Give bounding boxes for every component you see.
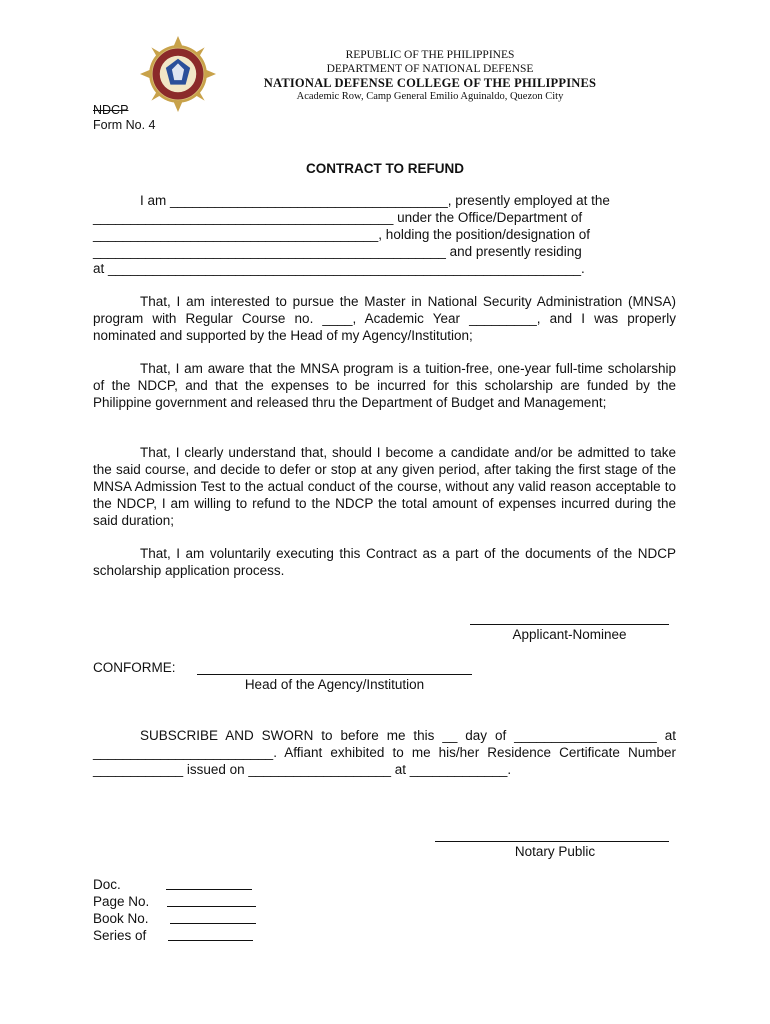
letterhead [230, 48, 630, 104]
paragraph-voluntary: That, I am voluntarily executing this Contract as a part of the documents of the NDCP scholarship application process. [93, 546, 680, 578]
docket-block [93, 876, 163, 944]
docket-row [93, 927, 163, 944]
document-title: CONTRACT TO REFUND [306, 161, 464, 176]
college-name: NATIONAL DEFENSE COLLEGE OF THE PHILIPPINES [263, 76, 597, 90]
intro-paragraph: I am _____________________________________, presently employed at the ________________________________________ under the Office/Department of ______________________________________, holding the position/designation of _______________________________________________ and presently residing at _______________________________________________________________. [93, 193, 610, 276]
docket-blank [167, 906, 256, 907]
applicant-label: Applicant-Nominee [512, 627, 627, 642]
form-number: Form No. 4 [93, 118, 156, 132]
docket-label: Book No. [93, 911, 149, 926]
notary-label: Notary Public [514, 844, 596, 859]
docket-row [93, 876, 163, 893]
docket-blank [168, 940, 253, 941]
college-address: Academic Row, Camp General Emilio Aguinaldo, Quezon City [296, 91, 564, 102]
ndcp-seal-icon [140, 36, 216, 112]
form-ref-line1: NDCP [93, 103, 129, 117]
notary-signature-line [435, 841, 669, 842]
paragraph-awareness: That, I am aware that the MNSA program is a tuition-free, one-year full-time scholarship of the NDCP, and that the expenses to be incurred for this scholarship are funded by the Philippine government and released thru the Department of Budget and Management; [93, 361, 680, 410]
docket-label: Series of [93, 928, 147, 943]
conforme-label: CONFORME: [93, 660, 176, 675]
jurat-paragraph: SUBSCRIBE AND SWORN to before me this __ day of ___________________ at ________________________. Affiant exhibited to me his/her Residence Certificate Number ____________ issued on ___________________ at _____________. [93, 728, 680, 777]
docket-blank [166, 889, 252, 890]
docket-row [93, 893, 163, 910]
docket-blank [170, 923, 256, 924]
conforme-sublabel: Head of the Agency/Institution [244, 677, 425, 692]
docket-label: Doc. [93, 877, 121, 892]
paragraph-interest: That, I am interested to pursue the Master in National Security Administration (MNSA) program with Regular Course no. ____, Academic Year _________, and I was properly nominated and supported by the Head of my Agency/Institution; [93, 294, 680, 343]
applicant-signature-line [470, 624, 669, 625]
paragraph-refund: That, I clearly understand that, should I become a candidate and/or be admitted to take the said course, and decide to defer or stop at any given period, after taking the first stage of the MNSA Admission Test to the actual conduct of the course, without any valid reason acceptable to the NDCP, I am willing to refund to the NDCP the total amount of expenses incurred during the said duration; [93, 445, 680, 528]
form-reference [93, 103, 156, 133]
department-line: DEPARTMENT OF NATIONAL DEFENSE [326, 63, 534, 75]
conforme-signature-line [197, 674, 472, 675]
docket-label: Page No. [93, 894, 150, 909]
republic-line: REPUBLIC OF THE PHILIPPINES [345, 49, 515, 61]
docket-row [93, 910, 163, 927]
